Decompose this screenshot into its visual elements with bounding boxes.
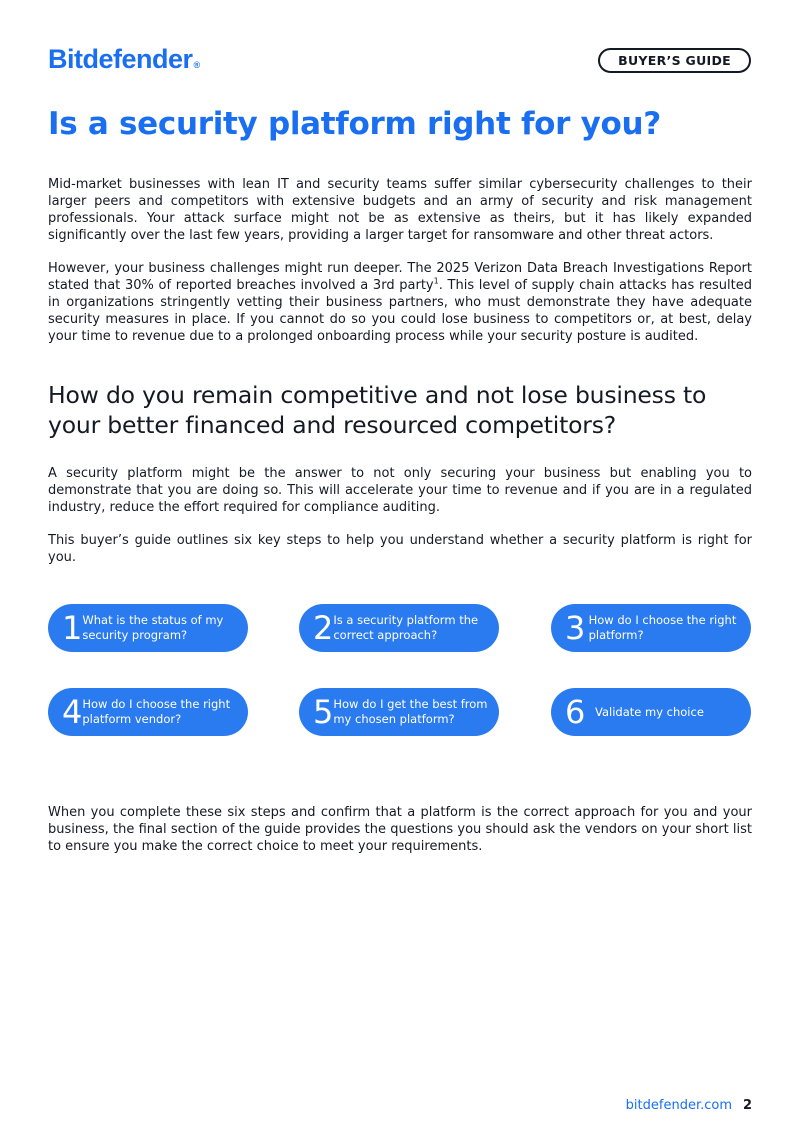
body-paragraph-2: This buyer’s guide outlines six key steps to help you understand whether a security platform is right for you. [48, 533, 752, 565]
step-number: 2 [313, 609, 334, 647]
closing-paragraph: When you complete these six steps and confirm that a platform is the correct approach for you and your business, the final section of the guide provides the questions you should ask the vendors on your short list to ensure you make the correct choice to meet your requirements. [48, 805, 752, 854]
brand-name: Bitdefender [48, 44, 193, 74]
section-heading: How do you remain competitive and not lose business to your better financed and resourced competitors? [48, 381, 707, 439]
step-label: How do I choose the right platform vendor? [82, 697, 231, 726]
step-6-pill [551, 688, 751, 736]
step-1-pill [48, 604, 248, 652]
page-number: 2 [742, 1098, 752, 1113]
intro-paragraph-2-text-a: However, your business challenges might run deeper. The 2025 Verizon Data Breach Investigations Report stated that 30% of reported breaches involved a 3rd party [48, 261, 752, 293]
step-label: What is the status of my security program? [82, 613, 224, 642]
footnote-marker: 1 [433, 276, 439, 286]
intro-paragraph-2 [48, 260, 752, 345]
step-4-pill [48, 688, 248, 736]
step-number: 1 [62, 609, 83, 647]
footer-website-link[interactable]: bitdefender.com [625, 1098, 732, 1113]
step-label: Is a security platform the correct approach? [333, 613, 479, 642]
step-2-pill [299, 604, 499, 652]
step-3-pill [551, 604, 751, 652]
step-number: 6 [565, 693, 586, 731]
step-label: How do I choose the right platform? [588, 613, 737, 642]
intro-paragraph-2-text-b: . This level of supply chain attacks has resulted in organizations stringently vetting their business partners, who must demonstrate they have adequate security measures in place. If you cannot do so you could lose business to competitors or, at best, delay your time to revenue due to a prolonged onboarding process while your security posture is audited. [48, 278, 752, 344]
step-number: 4 [62, 693, 83, 731]
intro-paragraph-1: Mid-market businesses with lean IT and security teams suffer similar cybersecurity challenges to their larger peers and competitors with extensive budgets and an army of security and risk management professionals. Your attack surface might not be as extensive as theirs, but it has likely expanded significantly over the last few years, providing a larger target for ransomware and other threat actors. [48, 177, 752, 243]
brand-logo [48, 44, 200, 75]
step-number: 3 [565, 609, 586, 647]
page-title: Is a security platform right for you? [48, 106, 661, 142]
buyers-guide-badge: BUYER’S GUIDE [598, 48, 751, 73]
body-paragraph-1: A security platform might be the answer to not only securing your business but enabling you to demonstrate that you are doing so. This will accelerate your time to revenue and if you are in a regulated industry, reduce the effort required for compliance auditing. [48, 466, 752, 515]
registered-mark: ® [193, 60, 200, 70]
step-label: How do I get the best from my chosen platform? [333, 697, 488, 726]
step-5-pill [299, 688, 499, 736]
step-label: Validate my choice [595, 704, 704, 719]
step-number: 5 [313, 693, 334, 731]
